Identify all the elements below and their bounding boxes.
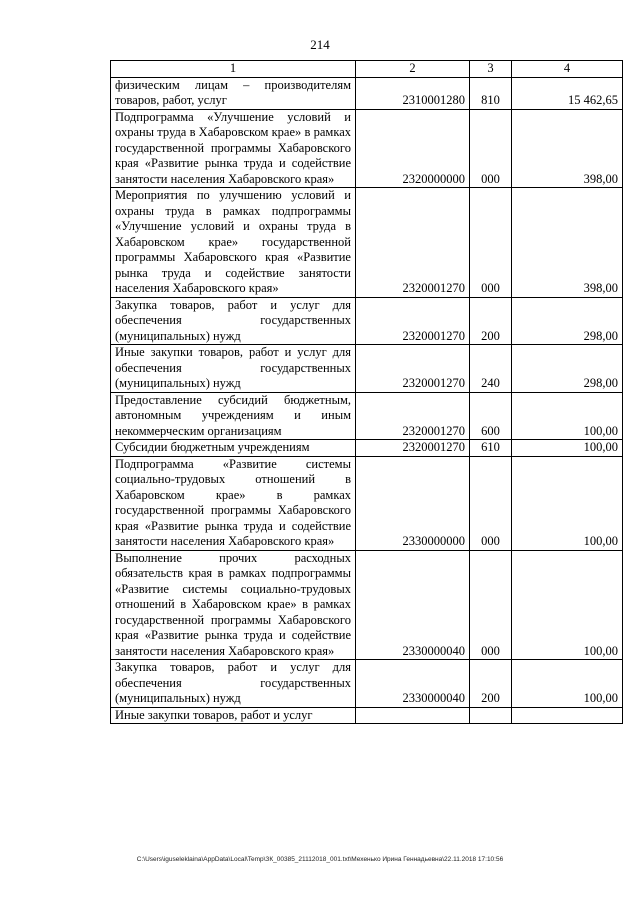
table-row bbox=[111, 550, 623, 660]
table-row bbox=[111, 188, 623, 298]
row-code: 2330000040 bbox=[356, 550, 470, 660]
row-code: 2320001270 bbox=[356, 440, 470, 457]
footer-file-path: C:\Users\iguseleklaina\AppData\Local\Temp\ЗК_00385_21112018_001.txt\Мехенько Ирина Геннадьевна\22.11.2018 17:10:56 bbox=[136, 856, 504, 863]
row-sum: 100,00 bbox=[512, 440, 623, 457]
row-sum: 100,00 bbox=[512, 660, 623, 708]
table-row bbox=[111, 77, 623, 109]
page-number: 214 bbox=[310, 37, 330, 52]
row-code: 2310001280 bbox=[356, 77, 470, 109]
row-name: Подпрограмма «Развитие системы социально-трудовых отношений в Хабаровском крае» в рамках государственной программы Хабаровского края «Развитие рынка труда и содействие занятости населения Хабаровского края» bbox=[111, 456, 356, 550]
table-row bbox=[111, 109, 623, 188]
row-sum: 298,00 bbox=[512, 297, 623, 345]
table-row bbox=[111, 456, 623, 550]
row-code: 2320000000 bbox=[356, 109, 470, 188]
row-sum: 100,00 bbox=[512, 550, 623, 660]
table-row bbox=[111, 707, 623, 724]
row-type: 810 bbox=[470, 77, 512, 109]
table-row bbox=[111, 345, 623, 393]
row-sum bbox=[512, 707, 623, 724]
row-type: 200 bbox=[470, 660, 512, 708]
row-type: 000 bbox=[470, 188, 512, 298]
row-type: 200 bbox=[470, 297, 512, 345]
table-row bbox=[111, 297, 623, 345]
row-code: 2320001270 bbox=[356, 392, 470, 440]
row-sum: 100,00 bbox=[512, 456, 623, 550]
row-type: 610 bbox=[470, 440, 512, 457]
row-name: Мероприятия по улучшению условий и охраны труда в рамках подпрограммы «Улучшение условий и охраны труда в Хабаровском крае» государственной программы Хабаровского края «Развитие рынка труда и содействие занятости населения Хабаровского края» bbox=[111, 188, 356, 298]
row-type: 240 bbox=[470, 345, 512, 393]
row-name: Субсидии бюджетным учреждениям bbox=[111, 440, 356, 457]
row-sum: 100,00 bbox=[512, 392, 623, 440]
row-name: Подпрограмма «Улучшение условий и охраны труда в Хабаровском крае» в рамках государственной программы Хабаровского края «Развитие рынка труда и содействие занятости населения Хабаровского края» bbox=[111, 109, 356, 188]
row-name: Закупка товаров, работ и услуг для обеспечения государственных (муниципальных) нужд bbox=[111, 660, 356, 708]
table-row bbox=[111, 660, 623, 708]
row-name: физическим лицам – производителям товаров, работ, услуг bbox=[111, 77, 356, 109]
row-type: 000 bbox=[470, 456, 512, 550]
row-sum: 15 462,65 bbox=[512, 77, 623, 109]
row-type: 000 bbox=[470, 550, 512, 660]
row-name: Иные закупки товаров, работ и услуг для обеспечения государственных (муниципальных) нужд bbox=[111, 345, 356, 393]
row-name: Иные закупки товаров, работ и услуг bbox=[111, 707, 356, 724]
table-row bbox=[111, 392, 623, 440]
row-sum: 398,00 bbox=[512, 188, 623, 298]
header-name: 1 bbox=[111, 61, 356, 78]
table-header-row bbox=[111, 61, 623, 78]
row-code: 2320001270 bbox=[356, 297, 470, 345]
row-code bbox=[356, 707, 470, 724]
budget-table bbox=[110, 60, 623, 724]
row-name: Предоставление субсидий бюджетным, автономным учреждениям и иным некоммерческим организациям bbox=[111, 392, 356, 440]
header-code: 2 bbox=[356, 61, 470, 78]
row-code: 2320001270 bbox=[356, 188, 470, 298]
row-name: Выполнение прочих расходных обязательств края в рамках подпрограммы «Развитие системы социально-трудовых отношений в Хабаровском крае» в рамках государственной программы Хабаровского края «Развитие рынка труда и содействие занятости населения Хабаровского края» bbox=[111, 550, 356, 660]
row-sum: 298,00 bbox=[512, 345, 623, 393]
table-row bbox=[111, 440, 623, 457]
row-type: 600 bbox=[470, 392, 512, 440]
header-type: 3 bbox=[470, 61, 512, 78]
row-code: 2330000040 bbox=[356, 660, 470, 708]
row-name: Закупка товаров, работ и услуг для обеспечения государственных (муниципальных) нужд bbox=[111, 297, 356, 345]
row-sum: 398,00 bbox=[512, 109, 623, 188]
row-code: 2330000000 bbox=[356, 456, 470, 550]
row-type bbox=[470, 707, 512, 724]
row-type: 000 bbox=[470, 109, 512, 188]
row-code: 2320001270 bbox=[356, 345, 470, 393]
header-sum: 4 bbox=[512, 61, 623, 78]
